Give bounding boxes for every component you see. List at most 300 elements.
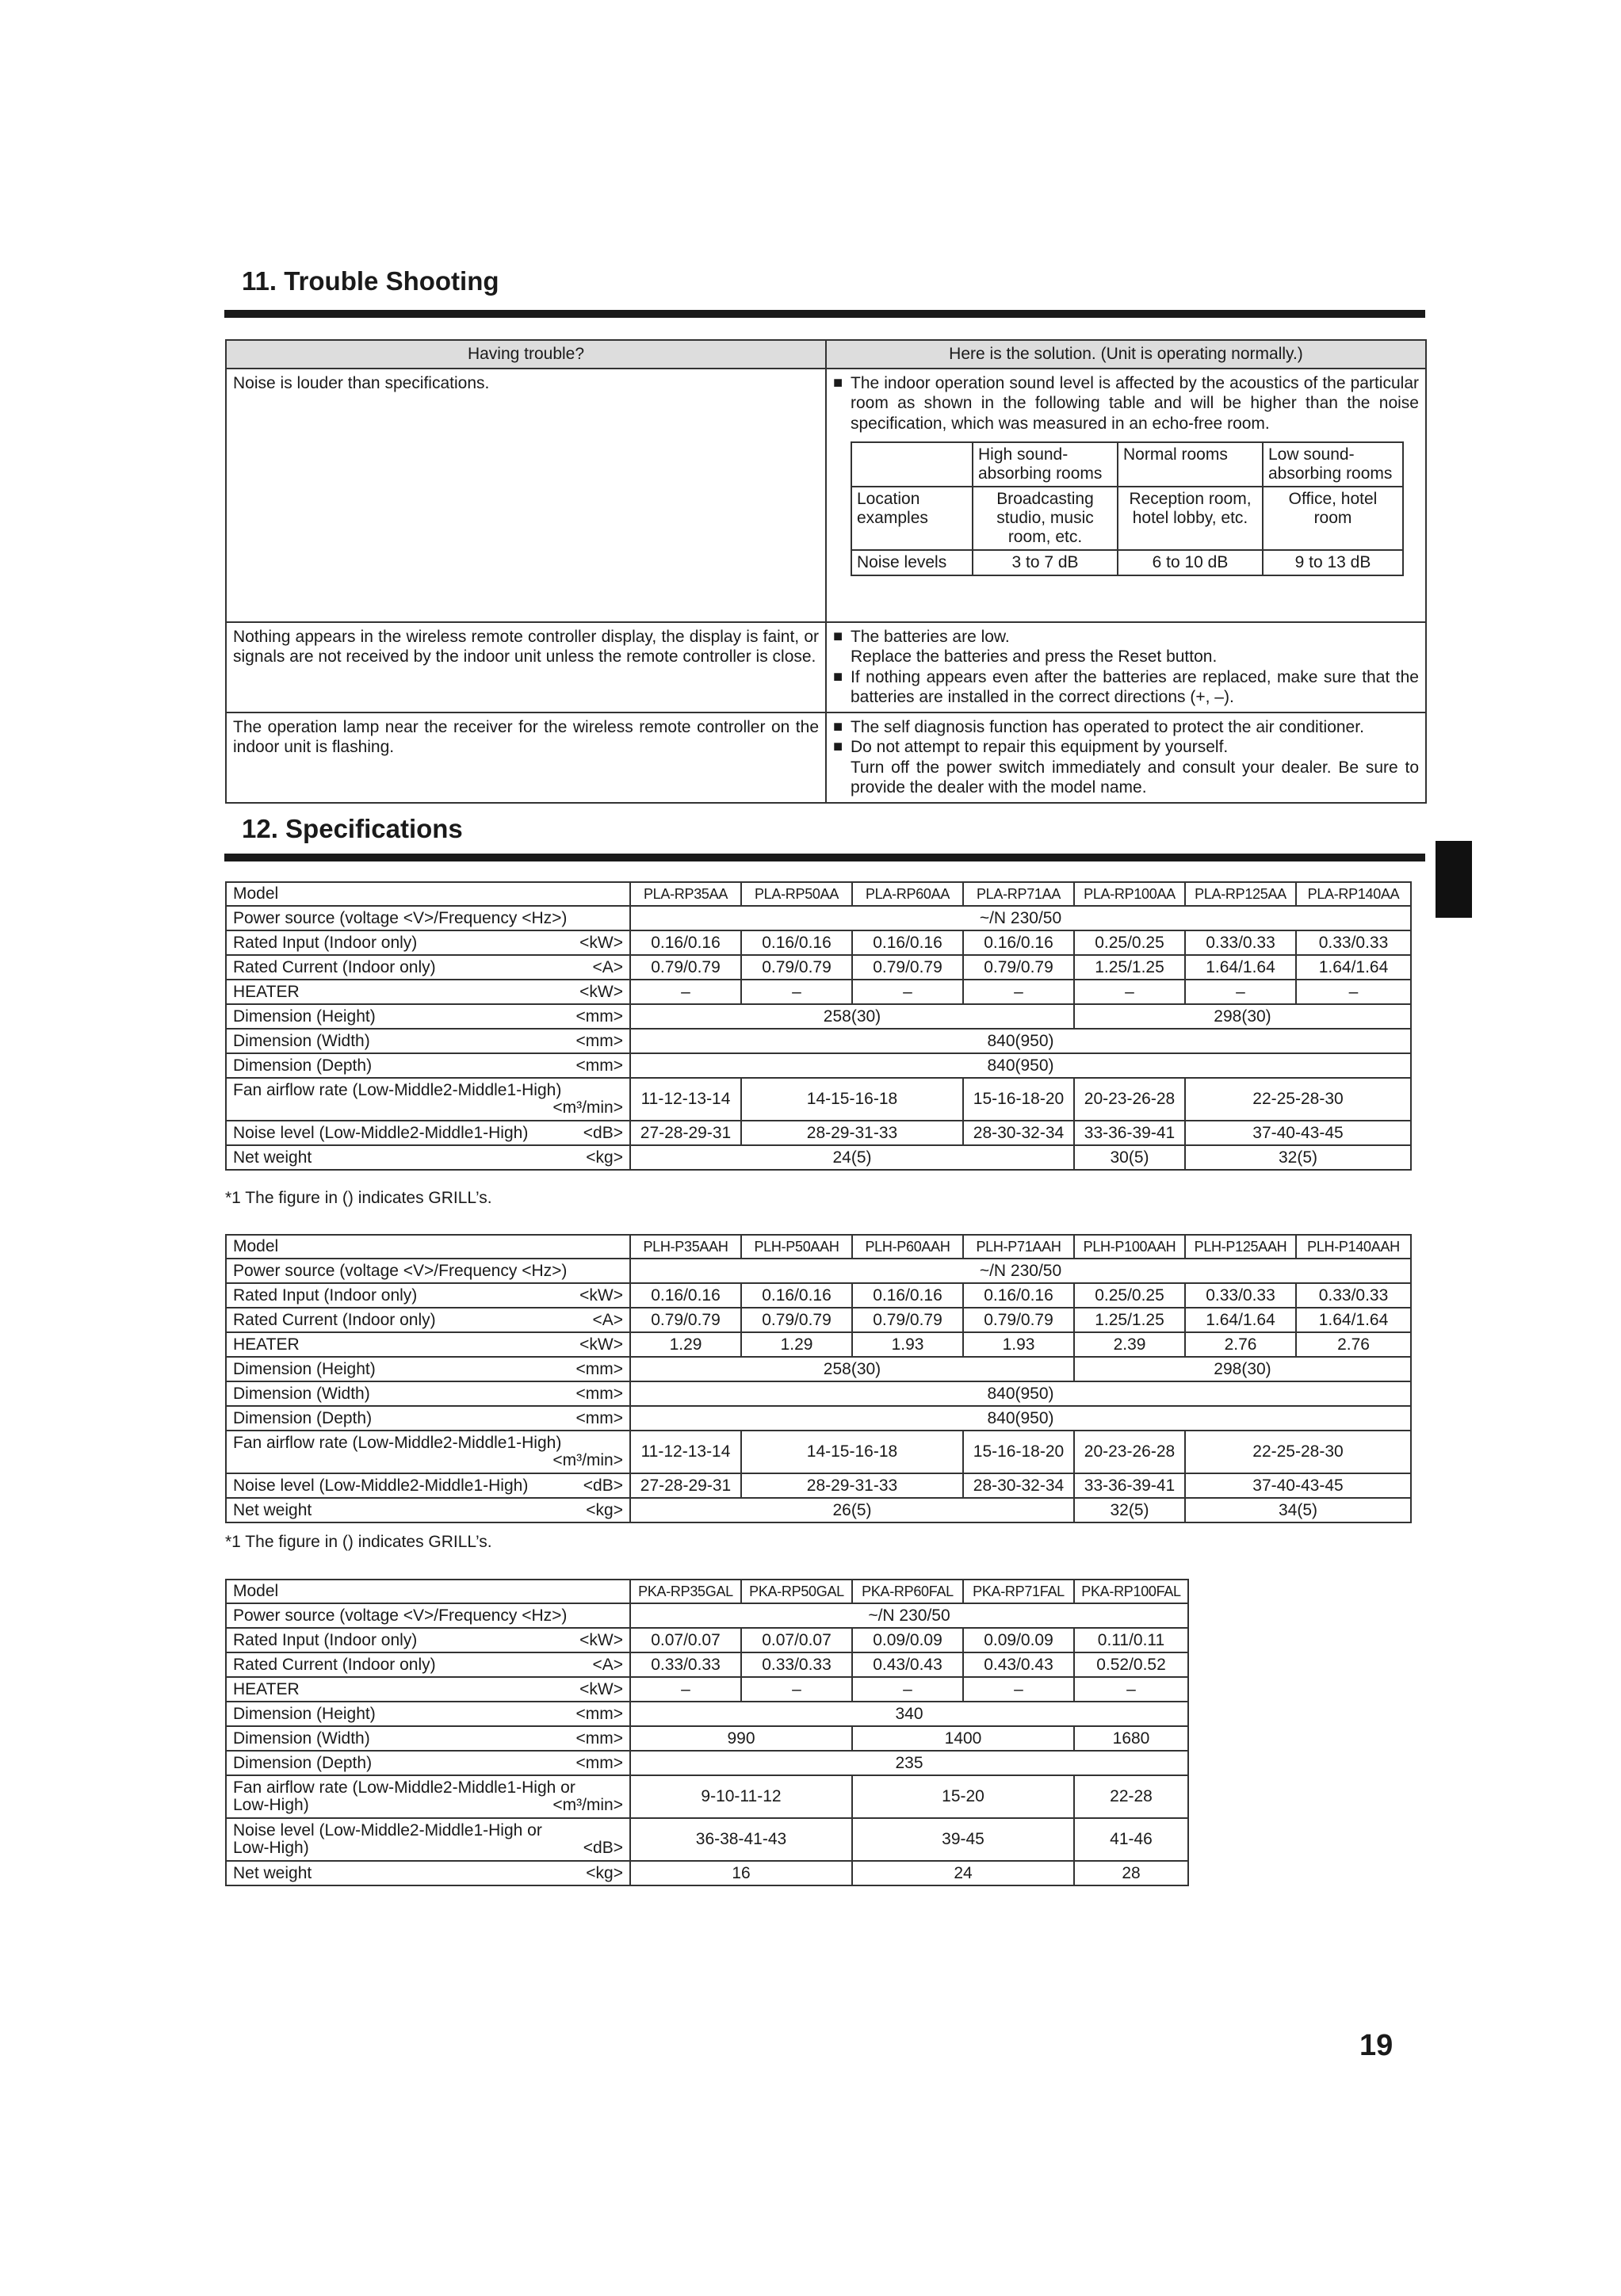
unit-text: <kW> <box>579 1630 623 1649</box>
section-11-rule <box>224 310 1425 318</box>
section-11-title: 11. Trouble Shooting <box>242 266 499 296</box>
current-value: 1.25/1.25 <box>1074 955 1185 980</box>
levels-label: Noise levels <box>851 550 973 575</box>
table-row <box>226 1473 1411 1498</box>
unit-text: <mm> <box>575 1408 623 1427</box>
unit-text: <mm> <box>575 1359 623 1378</box>
bullet-square-icon: ■ <box>833 627 843 645</box>
solution-cell <box>826 622 1426 712</box>
label-text: Fan airflow rate (Low-Middle2-Middle1-High or <box>233 1778 575 1797</box>
width-value: 840(950) <box>630 1029 1411 1053</box>
current-value: 0.43/0.43 <box>963 1652 1074 1677</box>
width-value: 840(950) <box>630 1381 1411 1406</box>
label-heater <box>226 980 630 1004</box>
table-row <box>226 1751 1188 1775</box>
unit-text: <mm> <box>575 1753 623 1772</box>
unit-text: <mm> <box>575 1056 623 1075</box>
table-header-row <box>226 340 1426 369</box>
solution-text: If nothing appears even after the batteries are replaced, make sure that the batteries are installed in the correct directions (+, –). <box>851 667 1419 706</box>
height-value: 298(30) <box>1074 1357 1411 1381</box>
heater-value: – <box>1296 980 1411 1004</box>
weight-value: 32(5) <box>1074 1498 1185 1522</box>
table-row <box>226 1861 1188 1885</box>
input-value: 0.11/0.11 <box>1074 1628 1188 1652</box>
label-depth <box>226 1751 630 1775</box>
solution-item <box>833 717 1419 738</box>
label-noise <box>226 1818 630 1861</box>
label-depth <box>226 1053 630 1078</box>
table-row <box>226 712 1426 803</box>
label-text: Dimension (Depth) <box>233 1056 373 1075</box>
unit-text: <A> <box>592 1310 623 1329</box>
bullet-square-icon: ■ <box>833 373 843 392</box>
model-name: PLH-P50AAH <box>741 1235 852 1259</box>
fan-value: 20-23-26-28 <box>1074 1431 1185 1473</box>
table-row <box>226 1652 1188 1677</box>
input-value: 0.09/0.09 <box>852 1628 963 1652</box>
solution-item <box>833 627 1419 648</box>
table-row <box>226 1381 1411 1406</box>
model-name: PKA-RP50GAL <box>741 1580 852 1603</box>
label-text: Dimension (Depth) <box>233 1408 373 1427</box>
current-value: 0.79/0.79 <box>741 1308 852 1332</box>
label-input <box>226 930 630 955</box>
noise-level-table <box>851 441 1404 576</box>
label-text: Rated Input (Indoor only) <box>233 933 418 952</box>
label-text: Rated Input (Indoor only) <box>233 1630 418 1649</box>
label-fan <box>226 1775 630 1818</box>
noise-value: 36-38-41-43 <box>630 1818 852 1861</box>
heater-value: 2.39 <box>1074 1332 1185 1357</box>
fan-value: 15-16-18-20 <box>963 1431 1074 1473</box>
current-value: 0.79/0.79 <box>852 955 963 980</box>
model-name: PLH-P35AAH <box>630 1235 741 1259</box>
label-text: Dimension (Width) <box>233 1031 370 1050</box>
fan-value: 14-15-16-18 <box>741 1431 963 1473</box>
table-row <box>226 1332 1411 1357</box>
model-name: PLA-RP35AA <box>630 882 741 906</box>
label-text: Dimension (Height) <box>233 1359 376 1378</box>
trouble-shooting-table <box>225 339 1427 804</box>
input-value: 0.16/0.16 <box>852 930 963 955</box>
label-text: Net weight <box>233 1863 312 1882</box>
label-text: Fan airflow rate (Low-Middle2-Middle1-High) <box>233 1081 562 1099</box>
table-row <box>226 1078 1411 1121</box>
weight-value: 24 <box>852 1861 1074 1885</box>
label-model: Model <box>226 1235 630 1259</box>
weight-value: 34(5) <box>1185 1498 1411 1522</box>
label-text: Net weight <box>233 1500 312 1519</box>
table-row <box>226 882 1411 906</box>
label-text: Dimension (Width) <box>233 1384 370 1403</box>
solution-text: Replace the batteries and press the Reset button. <box>851 648 1218 666</box>
label-power: Power source (voltage <V>/Frequency <Hz>) <box>226 1259 630 1283</box>
current-value: 0.79/0.79 <box>630 1308 741 1332</box>
trouble-text: Nothing appears in the wireless remote controller display, the display is faint, or signals are not received by the indoor unit unless the remote controller is close. <box>226 622 826 712</box>
heater-value: 1.29 <box>630 1332 741 1357</box>
label-fan <box>226 1431 630 1473</box>
model-name: PLA-RP125AA <box>1185 882 1296 906</box>
label-text: Rated Current (Indoor only) <box>233 957 436 976</box>
noise-value: 28-30-32-34 <box>963 1473 1074 1498</box>
section-12-title: 12. Specifications <box>242 814 463 843</box>
current-value: 0.79/0.79 <box>963 955 1074 980</box>
trouble-text: Noise is louder than specifications. <box>226 369 826 622</box>
input-value: 0.07/0.07 <box>630 1628 741 1652</box>
table-row <box>226 1603 1188 1628</box>
input-value: 0.16/0.16 <box>630 1283 741 1308</box>
height-value: 298(30) <box>1074 1004 1411 1029</box>
table-row <box>226 1726 1188 1751</box>
level-value: 3 to 7 dB <box>973 550 1118 575</box>
noise-value: 41-46 <box>1074 1818 1188 1861</box>
label-text: Rated Input (Indoor only) <box>233 1286 418 1305</box>
solution-text: Do not attempt to repair this equipment by yourself. <box>851 738 1229 756</box>
unit-text: <A> <box>592 957 623 976</box>
label-text: Noise level (Low-Middle2-Middle1-High) <box>233 1476 529 1495</box>
unit-text: <dB> <box>583 1839 623 1857</box>
weight-value: 26(5) <box>630 1498 1074 1522</box>
table-row <box>226 1308 1411 1332</box>
label-text: Net weight <box>233 1148 312 1167</box>
label-width <box>226 1726 630 1751</box>
label-height <box>226 1702 630 1726</box>
noise-value: 28-29-31-33 <box>741 1121 963 1145</box>
model-name: PLA-RP140AA <box>1296 882 1411 906</box>
current-value: 1.64/1.64 <box>1296 955 1411 980</box>
current-value: 0.79/0.79 <box>741 955 852 980</box>
table-row <box>226 1775 1188 1818</box>
location-value: Reception room, hotel lobby, etc. <box>1118 487 1263 550</box>
label-text: Dimension (Height) <box>233 1704 376 1723</box>
input-value: 0.16/0.16 <box>963 1283 1074 1308</box>
weight-value: 24(5) <box>630 1145 1074 1170</box>
fan-value: 20-23-26-28 <box>1074 1078 1185 1121</box>
table-row <box>226 1235 1411 1259</box>
label-text: HEATER <box>233 1335 300 1354</box>
label-width <box>226 1029 630 1053</box>
fan-value: 9-10-11-12 <box>630 1775 852 1818</box>
table-row <box>226 1580 1188 1603</box>
location-value: Office, hotel room <box>1263 487 1403 550</box>
label-input <box>226 1628 630 1652</box>
depth-value: 235 <box>630 1751 1188 1775</box>
fan-value: 14-15-16-18 <box>741 1078 963 1121</box>
input-value: 0.09/0.09 <box>963 1628 1074 1652</box>
noise-value: 28-29-31-33 <box>741 1473 963 1498</box>
input-value: 0.16/0.16 <box>963 930 1074 955</box>
table-row <box>226 1431 1411 1473</box>
label-weight <box>226 1861 630 1885</box>
weight-value: 28 <box>1074 1861 1188 1885</box>
heater-value: – <box>630 1677 741 1702</box>
solution-item <box>833 737 1419 758</box>
input-value: 0.33/0.33 <box>1296 1283 1411 1308</box>
label-input <box>226 1283 630 1308</box>
label-heater <box>226 1332 630 1357</box>
height-value: 258(30) <box>630 1357 1074 1381</box>
unit-text: <mm> <box>575 1384 623 1403</box>
heater-value: – <box>741 980 852 1004</box>
label-current <box>226 955 630 980</box>
noise-value: 27-28-29-31 <box>630 1121 741 1145</box>
heater-value: 1.93 <box>852 1332 963 1357</box>
label-width <box>226 1381 630 1406</box>
col-normal: Normal rooms <box>1118 442 1263 487</box>
unit-text: <kW> <box>579 1679 623 1698</box>
noise-value: 33-36-39-41 <box>1074 1121 1185 1145</box>
table-row <box>226 955 1411 980</box>
table-row <box>226 1121 1411 1145</box>
input-value: 0.07/0.07 <box>741 1628 852 1652</box>
fan-value: 22-25-28-30 <box>1185 1431 1411 1473</box>
label-text: Dimension (Height) <box>233 1007 376 1026</box>
model-name: PKA-RP35GAL <box>630 1580 741 1603</box>
unit-text: <kW> <box>579 1286 623 1305</box>
level-value: 9 to 13 dB <box>1263 550 1403 575</box>
width-value: 990 <box>630 1726 852 1751</box>
weight-value: 30(5) <box>1074 1145 1185 1170</box>
label-text: Fan airflow rate (Low-Middle2-Middle1-High) <box>233 1434 562 1452</box>
heater-value: – <box>1074 980 1185 1004</box>
label-text: Low-High) <box>233 1796 309 1814</box>
unit-text: <kW> <box>579 933 623 952</box>
bullet-square-icon: ■ <box>833 717 843 735</box>
unit-text: <kg> <box>586 1500 623 1519</box>
table-row <box>226 1357 1411 1381</box>
heater-value: 2.76 <box>1296 1332 1411 1357</box>
unit-text: <kW> <box>579 1335 623 1354</box>
location-value: Broadcasting studio, music room, etc. <box>973 487 1118 550</box>
noise-value: 37-40-43-45 <box>1185 1473 1411 1498</box>
width-value: 1680 <box>1074 1726 1188 1751</box>
label-model: Model <box>226 882 630 906</box>
spec-table-pla <box>225 881 1412 1171</box>
heater-value: 1.29 <box>741 1332 852 1357</box>
noise-table-header <box>851 442 1403 487</box>
label-text: Noise level (Low-Middle2-Middle1-High) <box>233 1123 529 1142</box>
table-row <box>226 622 1426 712</box>
input-value: 0.33/0.33 <box>1185 930 1296 955</box>
table-row <box>226 1283 1411 1308</box>
table-row <box>226 1259 1411 1283</box>
heater-value: – <box>852 1677 963 1702</box>
level-value: 6 to 10 dB <box>1118 550 1263 575</box>
label-model: Model <box>226 1580 630 1603</box>
noise-value: 37-40-43-45 <box>1185 1121 1411 1145</box>
solution-text: The indoor operation sound level is affected by the acoustics of the particular room as shown in the following table and will be higher than the noise specification, which was measured in an echo-free room. <box>851 373 1419 433</box>
current-value: 0.33/0.33 <box>741 1652 852 1677</box>
model-name: PKA-RP100FAL <box>1074 1580 1188 1603</box>
label-text: Dimension (Width) <box>233 1729 370 1748</box>
label-current <box>226 1308 630 1332</box>
noise-table-row <box>851 550 1403 575</box>
input-value: 0.33/0.33 <box>1296 930 1411 955</box>
unit-text: <mm> <box>575 1704 623 1723</box>
current-value: 0.79/0.79 <box>630 955 741 980</box>
label-text: Noise level (Low-Middle2-Middle1-High or <box>233 1821 542 1839</box>
unit-text: <mm> <box>575 1031 623 1050</box>
current-value: 0.52/0.52 <box>1074 1652 1188 1677</box>
unit-text: <kg> <box>586 1148 623 1167</box>
model-name: PKA-RP71FAL <box>963 1580 1074 1603</box>
solution-text: The batteries are low. <box>851 627 1010 646</box>
label-fan <box>226 1078 630 1121</box>
header-solution: Here is the solution. (Unit is operating normally.) <box>826 340 1426 369</box>
power-value: ~/N 230/50 <box>630 1259 1411 1283</box>
unit-text: <kg> <box>586 1863 623 1882</box>
unit-text: <kW> <box>579 982 623 1001</box>
unit-text: <dB> <box>583 1123 623 1142</box>
weight-value: 32(5) <box>1185 1145 1411 1170</box>
unit-text: <dB> <box>583 1476 623 1495</box>
table-row <box>226 1406 1411 1431</box>
table-row <box>226 1677 1188 1702</box>
table-row <box>226 1818 1188 1861</box>
current-value: 0.33/0.33 <box>630 1652 741 1677</box>
label-text: HEATER <box>233 1679 300 1698</box>
heater-value: – <box>1185 980 1296 1004</box>
label-height <box>226 1004 630 1029</box>
table-row <box>226 1628 1188 1652</box>
input-value: 0.33/0.33 <box>1185 1283 1296 1308</box>
table-row <box>226 369 1426 622</box>
model-name: PLA-RP60AA <box>852 882 963 906</box>
label-text: HEATER <box>233 982 300 1001</box>
spec-table-pka <box>225 1579 1189 1886</box>
power-value: ~/N 230/50 <box>630 1603 1188 1628</box>
current-value: 0.79/0.79 <box>852 1308 963 1332</box>
fan-value: 15-20 <box>852 1775 1074 1818</box>
fan-value: 22-28 <box>1074 1775 1188 1818</box>
unit-text: <m³/min> <box>552 1098 623 1117</box>
depth-value: 840(950) <box>630 1406 1411 1431</box>
heater-value: – <box>963 980 1074 1004</box>
col-high-absorbing: High sound-absorbing rooms <box>973 442 1118 487</box>
input-value: 0.25/0.25 <box>1074 930 1185 955</box>
input-value: 0.25/0.25 <box>1074 1283 1185 1308</box>
solution-cell <box>826 369 1426 622</box>
unit-text: <mm> <box>575 1729 623 1748</box>
solution-item <box>833 667 1419 708</box>
current-value: 1.64/1.64 <box>1185 1308 1296 1332</box>
label-text: Rated Current (Indoor only) <box>233 1310 436 1329</box>
footnote: *1 The figure in () indicates GRILL’s. <box>225 1189 492 1207</box>
fan-value: 11-12-13-14 <box>630 1078 741 1121</box>
location-label: Location examples <box>851 487 973 550</box>
spec-table-plh <box>225 1234 1412 1523</box>
fan-value: 15-16-18-20 <box>963 1078 1074 1121</box>
label-noise <box>226 1121 630 1145</box>
label-heater <box>226 1677 630 1702</box>
current-value: 0.79/0.79 <box>963 1308 1074 1332</box>
unit-text: <A> <box>592 1655 623 1674</box>
heater-value: – <box>630 980 741 1004</box>
depth-value: 840(950) <box>630 1053 1411 1078</box>
label-text: Low-High) <box>233 1839 309 1857</box>
trouble-text: The operation lamp near the receiver for the wireless remote controller on the indoor unit is flashing. <box>226 712 826 803</box>
footnote: *1 The figure in () indicates GRILL’s. <box>225 1533 492 1551</box>
heater-value: – <box>852 980 963 1004</box>
unit-text: <m³/min> <box>552 1796 623 1814</box>
bullet-square-icon: ■ <box>833 738 843 755</box>
table-row <box>226 1145 1411 1170</box>
model-name: PLH-P60AAH <box>852 1235 963 1259</box>
page-number: 19 <box>1359 2029 1394 2062</box>
label-power: Power source (voltage <V>/Frequency <Hz>) <box>226 906 630 930</box>
heater-value: 1.93 <box>963 1332 1074 1357</box>
heater-value: 2.76 <box>1185 1332 1296 1357</box>
noise-value: 28-30-32-34 <box>963 1121 1074 1145</box>
label-text: Dimension (Depth) <box>233 1753 373 1772</box>
current-value: 1.25/1.25 <box>1074 1308 1185 1332</box>
weight-value: 16 <box>630 1861 852 1885</box>
power-value: ~/N 230/50 <box>630 906 1411 930</box>
table-row <box>226 1702 1188 1726</box>
label-weight <box>226 1498 630 1522</box>
height-value: 258(30) <box>630 1004 1074 1029</box>
col-low-absorbing: Low sound-absorbing rooms <box>1263 442 1403 487</box>
label-weight <box>226 1145 630 1170</box>
noise-table-row <box>851 487 1403 550</box>
heater-value: – <box>1074 1677 1188 1702</box>
input-value: 0.16/0.16 <box>741 1283 852 1308</box>
label-noise <box>226 1473 630 1498</box>
chapter-tab-marker <box>1436 841 1472 918</box>
fan-value: 11-12-13-14 <box>630 1431 741 1473</box>
model-name: PLA-RP71AA <box>963 882 1074 906</box>
noise-value: 33-36-39-41 <box>1074 1473 1185 1498</box>
solution-cell <box>826 712 1426 803</box>
model-name: PLH-P100AAH <box>1074 1235 1185 1259</box>
label-power: Power source (voltage <V>/Frequency <Hz>) <box>226 1603 630 1628</box>
table-row <box>226 1053 1411 1078</box>
input-value: 0.16/0.16 <box>630 930 741 955</box>
height-value: 340 <box>630 1702 1188 1726</box>
current-value: 0.43/0.43 <box>852 1652 963 1677</box>
heater-value: – <box>963 1677 1074 1702</box>
label-depth <box>226 1406 630 1431</box>
table-row <box>226 930 1411 955</box>
model-name: PLH-P125AAH <box>1185 1235 1296 1259</box>
table-row <box>226 1004 1411 1029</box>
model-name: PLH-P140AAH <box>1296 1235 1411 1259</box>
noise-table-corner <box>851 442 973 487</box>
input-value: 0.16/0.16 <box>852 1283 963 1308</box>
model-name: PKA-RP60FAL <box>852 1580 963 1603</box>
bullet-square-icon: ■ <box>833 667 843 686</box>
section-12-rule <box>224 854 1425 861</box>
unit-text: <m³/min> <box>552 1451 623 1469</box>
label-text: Rated Current (Indoor only) <box>233 1655 436 1674</box>
input-value: 0.16/0.16 <box>741 930 852 955</box>
label-current <box>226 1652 630 1677</box>
table-row <box>226 1029 1411 1053</box>
solution-text: Turn off the power switch immediately and consult your dealer. Be sure to provide the dealer with the model name. <box>851 758 1419 797</box>
solution-item <box>833 373 1419 434</box>
heater-value: – <box>741 1677 852 1702</box>
unit-text: <mm> <box>575 1007 623 1026</box>
current-value: 1.64/1.64 <box>1185 955 1296 980</box>
noise-value: 39-45 <box>852 1818 1074 1861</box>
header-trouble: Having trouble? <box>226 340 826 369</box>
fan-value: 22-25-28-30 <box>1185 1078 1411 1121</box>
table-row <box>226 1498 1411 1522</box>
width-value: 1400 <box>852 1726 1074 1751</box>
model-name: PLA-RP50AA <box>741 882 852 906</box>
table-row <box>226 980 1411 1004</box>
solution-text: The self diagnosis function has operated to protect the air conditioner. <box>851 717 1364 736</box>
